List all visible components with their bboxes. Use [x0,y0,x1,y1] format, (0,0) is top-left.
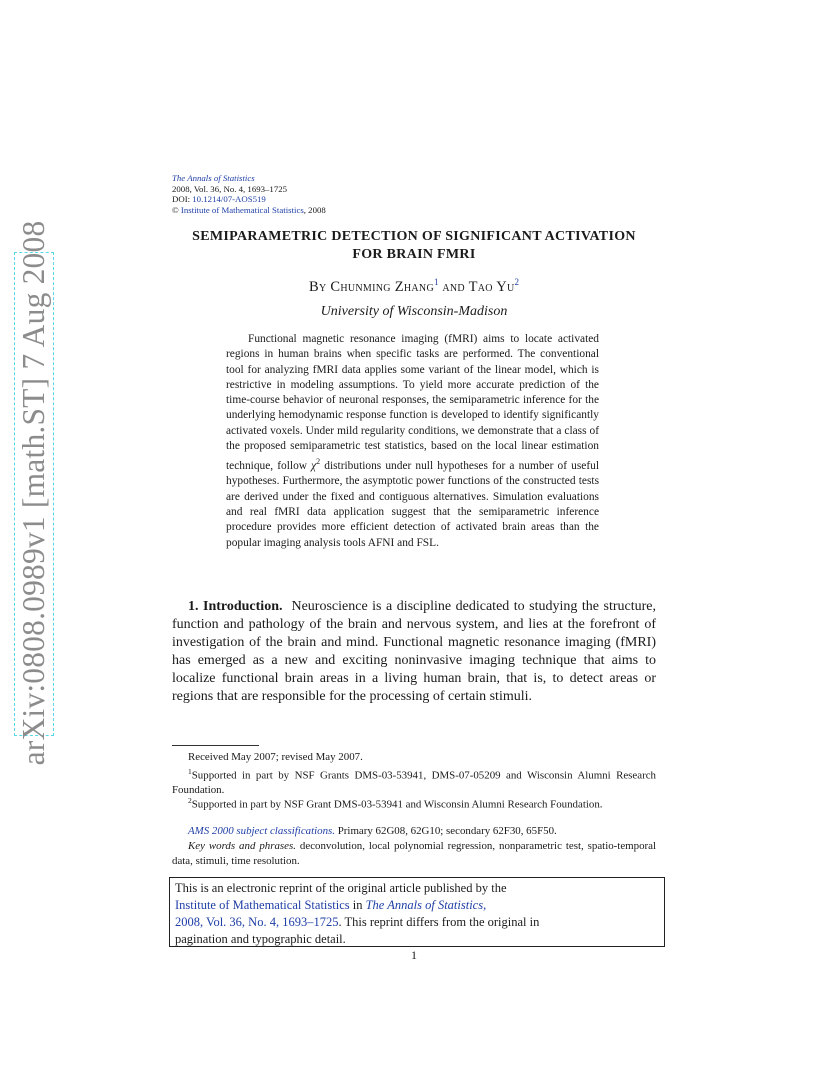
paper-title [160,228,668,264]
doi-label: DOI: [172,194,193,204]
journal-info [172,173,326,215]
copyright-year: , 2008 [303,204,326,215]
chi-superscript: 2 [316,457,321,467]
footnote-rule [172,745,259,746]
reprint-line-4: pagination and typographic detail. [175,932,346,946]
footnote-2-mark: 2 [188,796,192,805]
footnote-1-text: Supported in part by NSF Grants DMS-03-53941, DMS-07-05209 and Wisconsin Alumni Research Foundation. [172,769,656,797]
title-line-1: SEMIPARAMETRIC DETECTION OF SIGNIFICANT ACTIVATION [192,229,636,244]
footnote-2 [172,794,656,812]
journal-volume: 2008, Vol. 36, No. 4, 1693–1725 [172,183,288,194]
keywords-label: Key words and phrases. [188,840,296,852]
received-text: Received May 2007; revised May 2007. [188,751,363,763]
reprint-journal-link[interactable]: The Annals of Statistics [365,898,484,912]
arxiv-identifier[interactable]: arXiv:0808.0989v1 [math.ST] 7 Aug 2008 [16,220,51,766]
received-dates [172,750,656,765]
ams-classification-text: Primary 62G08, 62G10; secondary 62F30, 65F50. [335,825,557,837]
and-label: and [438,279,469,295]
affiliation: University of Wisconsin-Madison [320,304,508,319]
reprint-publisher-link[interactable]: Institute of Mathematical Statistics [175,898,350,912]
reprint-line-1: This is an electronic reprint of the original article published by the [175,881,507,895]
ams-classification-link[interactable]: AMS 2000 subject classifications. [188,825,336,837]
author-line [172,277,656,296]
reprint-in: in [349,898,366,912]
title-line-2: FOR BRAIN FMRI [352,247,476,262]
journal-name-link[interactable]: The Annals of Statistics [172,173,255,183]
introduction-text: Neuroscience is a discipline dedicated to studying the structure, function and pathology of the brain and nervous system, and lies at the forefront of investigation of the brain and mind. Functional magnetic resonance imaging (fMRI) has emerged as a new and exciting noninvasive imaging technique that aims to localize functional brain areas in a living human brain, that is, to detect areas or regions that are responsible for the processing of certain stimuli. [172,599,656,705]
page-number: 1 [411,948,417,962]
author-2-footnote-mark[interactable]: 2 [514,277,520,287]
ams-classification [172,824,656,839]
reprint-comma: , [483,898,487,912]
author-2: Tao Yu [468,279,515,295]
publisher-link[interactable]: Institute of Mathematical Statistics [180,204,304,215]
copyright-symbol: © [172,204,179,215]
author-1: Chunming Zhang [330,279,434,295]
chi-symbol: χ [311,460,317,473]
abstract-text-1: Functional magnetic resonance imaging (fMRI) aims to locate activated regions in human brains when specific tasks are performed. The conventional tool for analyzing fMRI data applies some variant of the linear model, which is restrictive in modeling assumptions. To yield more accurate prediction of the time-course behavior of neuronal responses, the semiparametric inference for the underlying hemodynamic response function is developed to identify significantly activated voxels. Under mild regularity conditions, we demonstrate that a class of the proposed semiparametric test statistics, based on the local linear estimation technique, follow [226,333,599,473]
abstract-text-2: distributions under null hypotheses for a number of useful hypotheses. Furthermore, the asymptotic power functions of the constructed tests are derived under the fixed and contiguous alternatives. Simulation evaluations and real fMRI data application suggest that the semiparametric inference procedure provides more efficient detection of activated brain areas than the popular imaging analysis tools AFNI and FSL. [226,460,599,549]
introduction-paragraph [172,598,656,707]
by-label: By [308,279,331,295]
abstract [226,332,599,551]
keywords [172,839,656,868]
doi-link[interactable]: 10.1214/07-AOS519 [192,194,266,204]
reprint-differs: . This reprint differs from the original in [338,915,540,929]
footnote-1 [172,765,656,798]
introduction-heading: 1. Introduction. [188,599,283,614]
keywords-text: deconvolution, local polynomial regression, nonparametric test, spatio-temporal data, stimuli, time resolution. [172,840,656,867]
reprint-citation-link[interactable]: 2008, Vol. 36, No. 4, 1693–1725 [175,915,339,929]
footnote-2-text: Supported in part by NSF Grant DMS-03-53941 and Wisconsin Alumni Research Foundation. [191,798,603,811]
author-1-footnote-mark[interactable]: 1 [433,277,439,287]
reprint-notice-box [169,877,665,947]
footnote-1-mark: 1 [188,767,192,776]
